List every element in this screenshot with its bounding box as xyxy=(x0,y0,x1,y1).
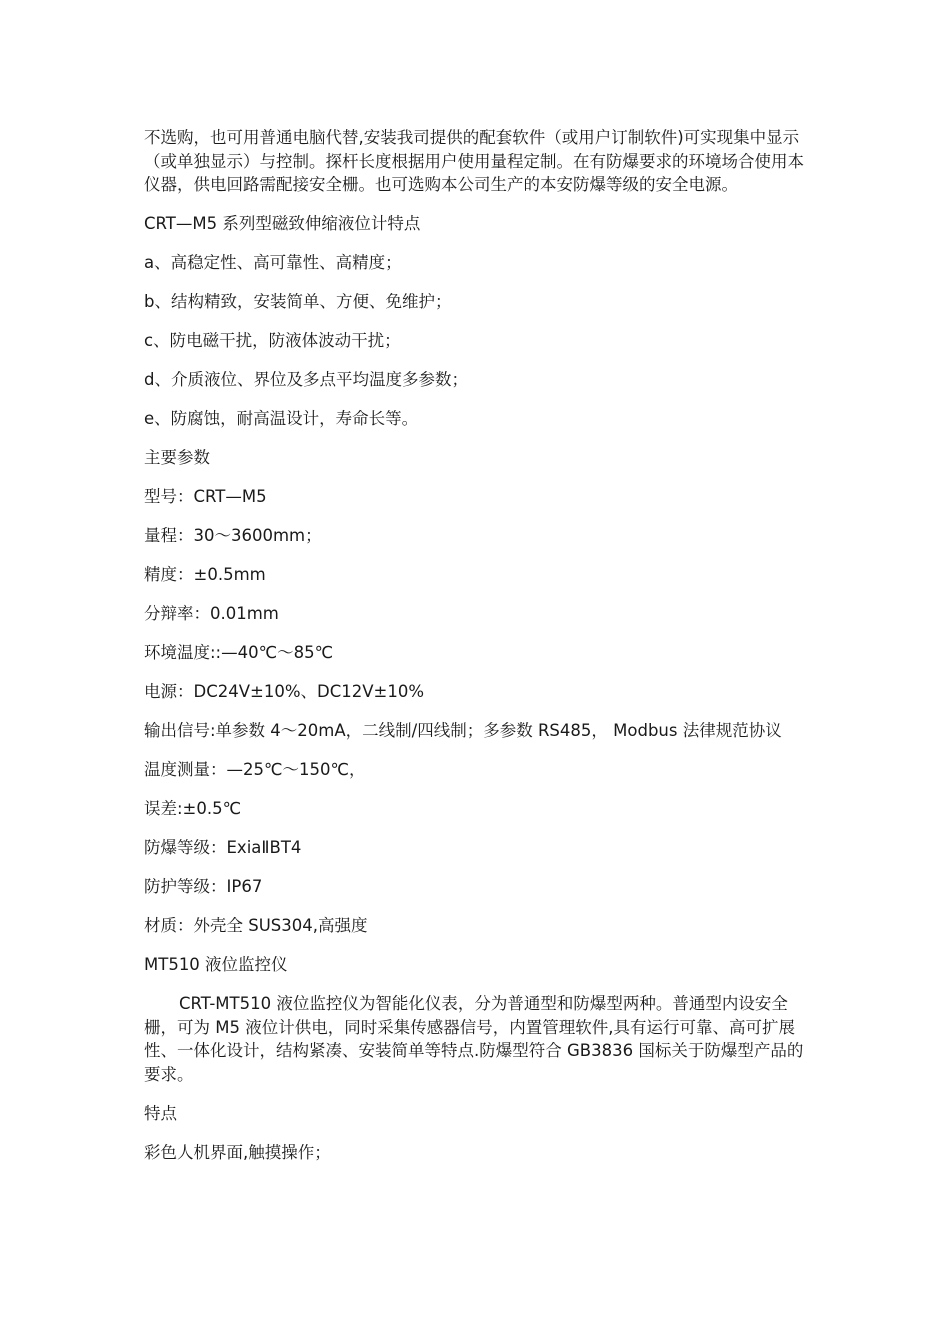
parameter-item: 精度：±0.5mm xyxy=(144,565,266,584)
feature-item: b、结构精致，安装简单、方便、免维护； xyxy=(144,292,452,311)
mt510-description: CRT-MT510 液位监控仪为智能化仪表，分为普通型和防爆型两种。普通型内设安全栅，可为 M5 液位计供电，同时采集传感器信号，内置管理软件,具有运行可靠、高可扩展性、一体化设计，结构紧凑、安装简单等特点.防爆型符合 GB3836 国标关于防爆型产品的要求。 xyxy=(144,994,804,1084)
parameter-item: 分辩率：0.01mm xyxy=(144,604,279,623)
parameter-item: 防护等级：IP67 xyxy=(144,877,263,896)
parameter-item: 电源：DC24V±10%、DC12V±10% xyxy=(144,682,425,701)
parameter-item: 误差:±0.5℃ xyxy=(144,799,242,818)
parameter-item: 量程：30～3600mm； xyxy=(144,526,322,545)
section-heading-features: CRT—M5 系列型磁致伸缩液位计特点 xyxy=(144,214,421,233)
section-heading-mt510: MT510 液位监控仪 xyxy=(144,955,288,974)
parameter-item: 型号：CRT—M5 xyxy=(144,487,267,506)
section-heading-characteristics: 特点 xyxy=(144,1103,177,1123)
document-body xyxy=(144,126,810,1180)
section-heading-parameters: 主要参数 xyxy=(144,448,210,467)
feature-item: d、介质液位、界位及多点平均温度多参数； xyxy=(144,370,468,389)
intro-paragraph: 不选购，也可用普通电脑代替,安装我司提供的配套软件（或用户订制软件)可实现集中显示（或单独显示）与控制。探杆长度根据用户使用量程定制。在有防爆要求的环境场合使用本仪器，供电回路需配接安全栅。也可选购本公司生产的本安防爆等级的安全电源。 xyxy=(144,128,804,194)
parameter-item: 输出信号:单参数 4～20mA，二线制/四线制；多参数 RS485， Modbus 法律规范协议 xyxy=(144,721,782,740)
feature-item: a、高稳定性、高可靠性、高精度； xyxy=(144,253,402,272)
parameter-item: 材质：外壳全 SUS304,高强度 xyxy=(144,916,368,935)
parameter-item: 防爆等级：ExiaⅡBT4 xyxy=(144,838,302,857)
feature-item: e、防腐蚀，耐高温设计，寿命长等。 xyxy=(144,409,419,428)
feature-item: c、防电磁干扰，防液体波动干扰； xyxy=(144,331,401,350)
characteristic-item: 彩色人机界面,触摸操作； xyxy=(144,1142,331,1162)
parameter-item: 温度测量：—25℃～150℃， xyxy=(144,760,366,779)
parameter-item: 环境温度::—40℃～85℃ xyxy=(144,643,334,662)
